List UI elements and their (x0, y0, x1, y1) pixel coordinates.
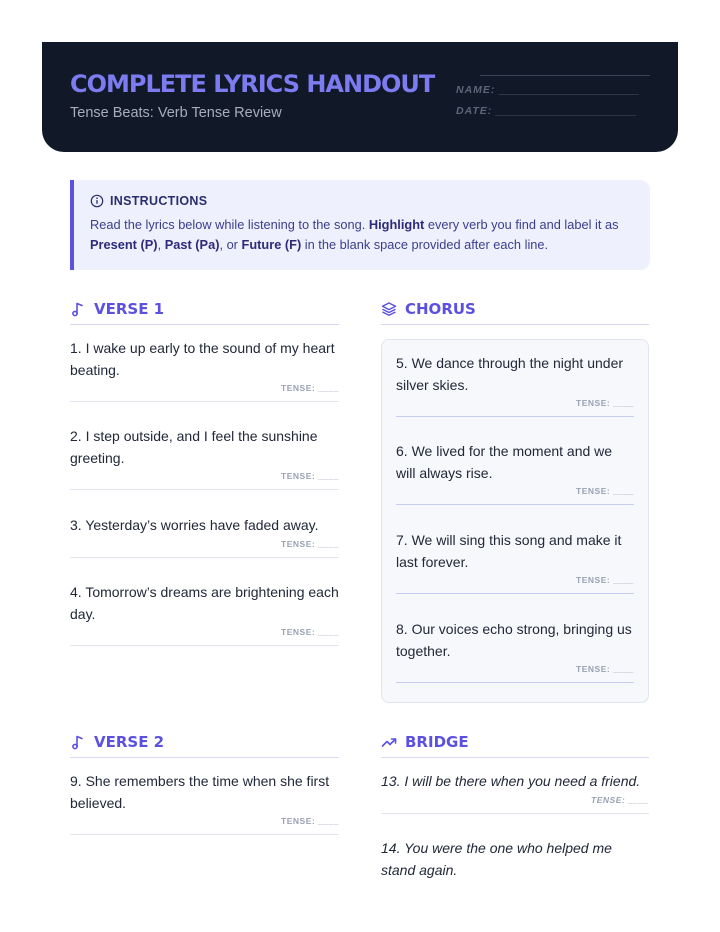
name-field[interactable] (456, 84, 640, 96)
date-label: DATE: (456, 105, 493, 117)
info-circle-icon (90, 194, 104, 208)
tense-blank[interactable]: TENSE: ____ (281, 816, 339, 826)
lyric-line-8 (396, 619, 634, 683)
lyric-text: 5. We dance through the night under silver skies. (396, 355, 624, 393)
music-note-icon (70, 734, 86, 750)
lyric-text: 4. Tomorrow’s dreams are brightening each day. (70, 584, 339, 622)
lyric-text: 2. I step outside, and I feel the sunshine greeting. (70, 428, 318, 466)
tense-blank[interactable]: TENSE: ____ (281, 383, 339, 393)
future-keyword: Future (F) (241, 237, 302, 252)
bridge-title: BRIDGE (405, 733, 469, 751)
lyric-text: 14. You were the one who helped me stand again. (381, 840, 612, 878)
tense-blank[interactable]: TENSE: ____ (281, 538, 339, 549)
present-keyword: Present (P) (90, 237, 158, 252)
layers-icon (381, 301, 397, 317)
instructions-box (70, 180, 650, 270)
name-label: NAME: (456, 84, 496, 96)
lyric-line-6 (396, 441, 634, 505)
instructions-heading (90, 194, 634, 208)
instructions-heading-text: INSTRUCTIONS (110, 194, 208, 208)
instructions-text-part: Read the lyrics below while listening to the song. (90, 217, 369, 232)
tense-blank[interactable]: TENSE: ____ (591, 794, 649, 805)
date-field[interactable] (456, 105, 636, 117)
lyric-text: 13. I will be there when you need a friend. (381, 773, 641, 789)
page-subtitle: Tense Beats: Verb Tense Review (70, 105, 282, 121)
tense-blank[interactable]: TENSE: ____ (576, 486, 634, 496)
highlight-keyword: Highlight (368, 217, 425, 232)
lyric-text: 3. Yesterday’s worries have faded away. (70, 517, 319, 533)
tense-blank[interactable]: TENSE: ____ (576, 575, 634, 585)
verse-1-title: VERSE 1 (94, 300, 165, 318)
lyric-line-1 (70, 338, 339, 402)
lyric-line-2 (70, 426, 339, 490)
lyric-line-5 (396, 353, 634, 417)
verse-2-heading (70, 733, 339, 758)
header-banner (42, 42, 678, 152)
lyric-line-7 (396, 530, 634, 594)
tense-blank[interactable]: TENSE: ____ (576, 664, 634, 674)
lyric-text: 9. She remembers the time when she first believed. (70, 773, 330, 811)
past-keyword: Past (Pa) (164, 237, 220, 252)
chorus-heading (381, 300, 649, 325)
trending-up-icon (381, 734, 397, 750)
tense-blank[interactable]: TENSE: ____ (576, 398, 634, 408)
instructions-separator: , (157, 237, 165, 252)
header-divider (480, 75, 650, 76)
instructions-separator: , or (219, 237, 242, 252)
tense-blank[interactable]: TENSE: ____ (281, 471, 339, 481)
date-blank: ________________________ (496, 105, 637, 117)
lyric-line-9 (70, 771, 339, 835)
verse-2-title: VERSE 2 (94, 733, 165, 751)
bridge-heading (381, 733, 649, 758)
tense-blank[interactable]: TENSE: ____ (281, 627, 339, 637)
music-note-icon (70, 301, 86, 317)
lyric-text: 6. We lived for the moment and we will always rise. (396, 443, 613, 481)
lyric-line-4 (70, 582, 339, 646)
lyric-line-14 (381, 838, 649, 881)
verse-1-heading (70, 300, 339, 325)
chorus-title: CHORUS (405, 300, 476, 318)
lyric-text: 8. Our voices echo strong, bringing us together. (396, 621, 632, 659)
instructions-text-part: every verb you find and label it as (424, 217, 619, 232)
lyric-text: 1. I wake up early to the sound of my heart beating. (70, 340, 335, 378)
instructions-text (90, 215, 634, 255)
page-title: COMPLETE LYRICS HANDOUT (70, 70, 435, 98)
name-blank: ________________________ (499, 84, 640, 96)
lyric-line-3 (70, 515, 339, 558)
lyric-text: 7. We will sing this song and make it last forever. (396, 532, 622, 570)
lyric-line-13 (381, 771, 649, 814)
instructions-text-part: in the blank space provided after each line. (301, 237, 549, 252)
